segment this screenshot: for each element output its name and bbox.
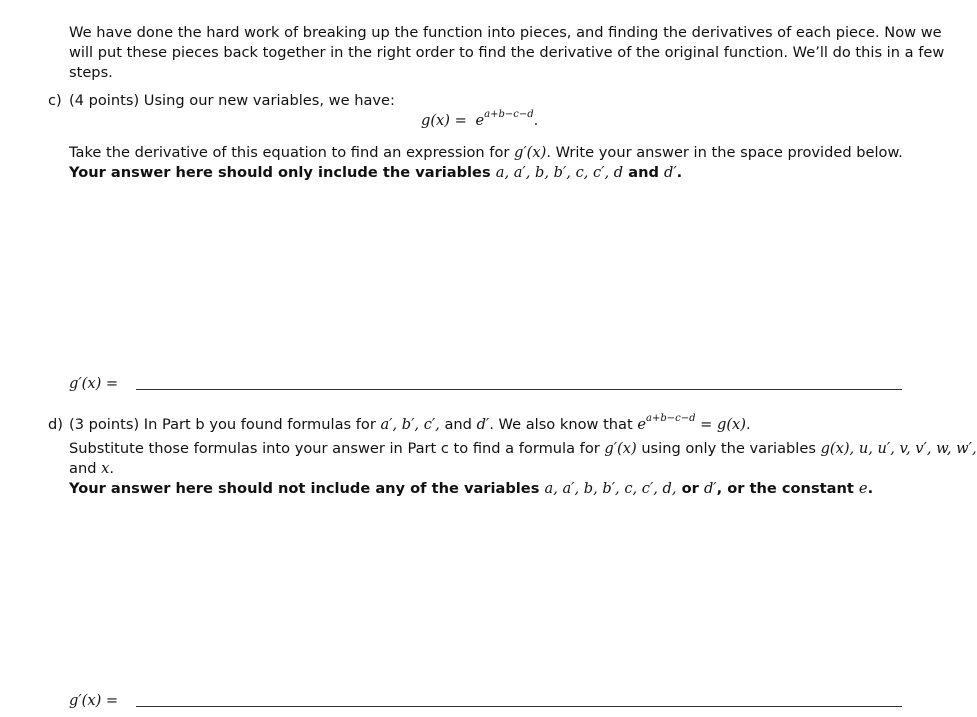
part-d-bold-end: . (867, 480, 874, 497)
part-c-instruction (69, 143, 903, 163)
part-d-line-3 (69, 459, 114, 479)
equation-exponent: a+b−c−d (484, 109, 534, 120)
part-d-line-1-base: e (637, 416, 646, 433)
part-d-bold-vars: a, a′, b, b′, c, c′, d, (544, 480, 677, 497)
part-d-line-2 (69, 439, 977, 459)
part-c-bold-note (69, 163, 682, 183)
intro-line-2: will put these pieces back together in the right order to find the derivative of the original function. We’ll do this in a few (69, 44, 945, 61)
equation-base: e (475, 112, 485, 129)
bold-note-vars: a, a′, b, b′, c, c′, d (495, 164, 624, 181)
part-d-bold-note (69, 479, 873, 499)
instruction-expr: g′(x) (514, 144, 547, 161)
part-d-line-1-end: . (745, 416, 751, 433)
part-d-line-1-text: (3 points) In Part b you found formulas for (69, 416, 376, 433)
instruction-text-b: . Write your answer in the space provided below. (546, 144, 903, 161)
part-d-line-1-exponent: a+b−c−d (646, 413, 696, 424)
bold-note-last-var: d′ (664, 164, 677, 181)
part-c-label: c) (48, 92, 62, 109)
part-d-line-2-expr: g′(x) (604, 440, 637, 457)
instruction-text-a: Take the derivative of this equation to find an expression for (69, 144, 510, 161)
part-d-line-2-text-b: using only the variables (641, 440, 816, 457)
part-c-answer-label: g′(x) = (69, 375, 119, 392)
part-d-line-3-x: x (101, 460, 110, 477)
part-d-bold-text: Your answer here should not include any of the variables (69, 480, 540, 497)
part-c-equation (421, 111, 538, 133)
part-d-bold-d: d′ (703, 480, 717, 497)
part-d-bold-or-constant: , or the constant (716, 480, 854, 497)
part-d-line-1-rhs: = g(x) (700, 416, 746, 433)
part-d-answer-label: g′(x) = (69, 692, 119, 709)
equation-end: . (533, 112, 539, 129)
intro-line-3: steps. (69, 64, 113, 81)
part-d-line-1-text-b: . We also know that (489, 416, 633, 433)
part-d-line-1-d: d′ (476, 416, 490, 433)
part-d-line-1-vars: a′, b′, c′, (380, 416, 440, 433)
intro-line-1: We have done the hard work of breaking up the function into pieces, and finding the derivatives of each piece. Now we (69, 24, 942, 41)
part-d-line-3-and: and (69, 460, 97, 477)
part-d-line-1 (69, 415, 751, 437)
equation-lhs: g(x) = (421, 112, 467, 129)
part-d-bold-e: e (858, 480, 868, 497)
part-c-answer-line[interactable] (136, 389, 902, 390)
bold-note-and: and (628, 164, 659, 181)
part-d-bold-or: or (681, 480, 699, 497)
part-d-line-1-and: and (444, 416, 472, 433)
part-d-line-2-text: Substitute those formulas into your answer in Part c to find a formula for (69, 440, 600, 457)
bold-note-end: . (676, 164, 683, 181)
part-d-answer-line[interactable] (136, 706, 902, 707)
part-d-line-3-end: . (109, 460, 114, 477)
part-d-line-2-vars: g(x), u, u′, v, v′, w, w′, (820, 440, 977, 457)
bold-note-text: Your answer here should only include the variables (69, 164, 491, 181)
part-d-label: d) (48, 416, 63, 433)
part-c-header: (4 points) Using our new variables, we have: (69, 92, 395, 109)
